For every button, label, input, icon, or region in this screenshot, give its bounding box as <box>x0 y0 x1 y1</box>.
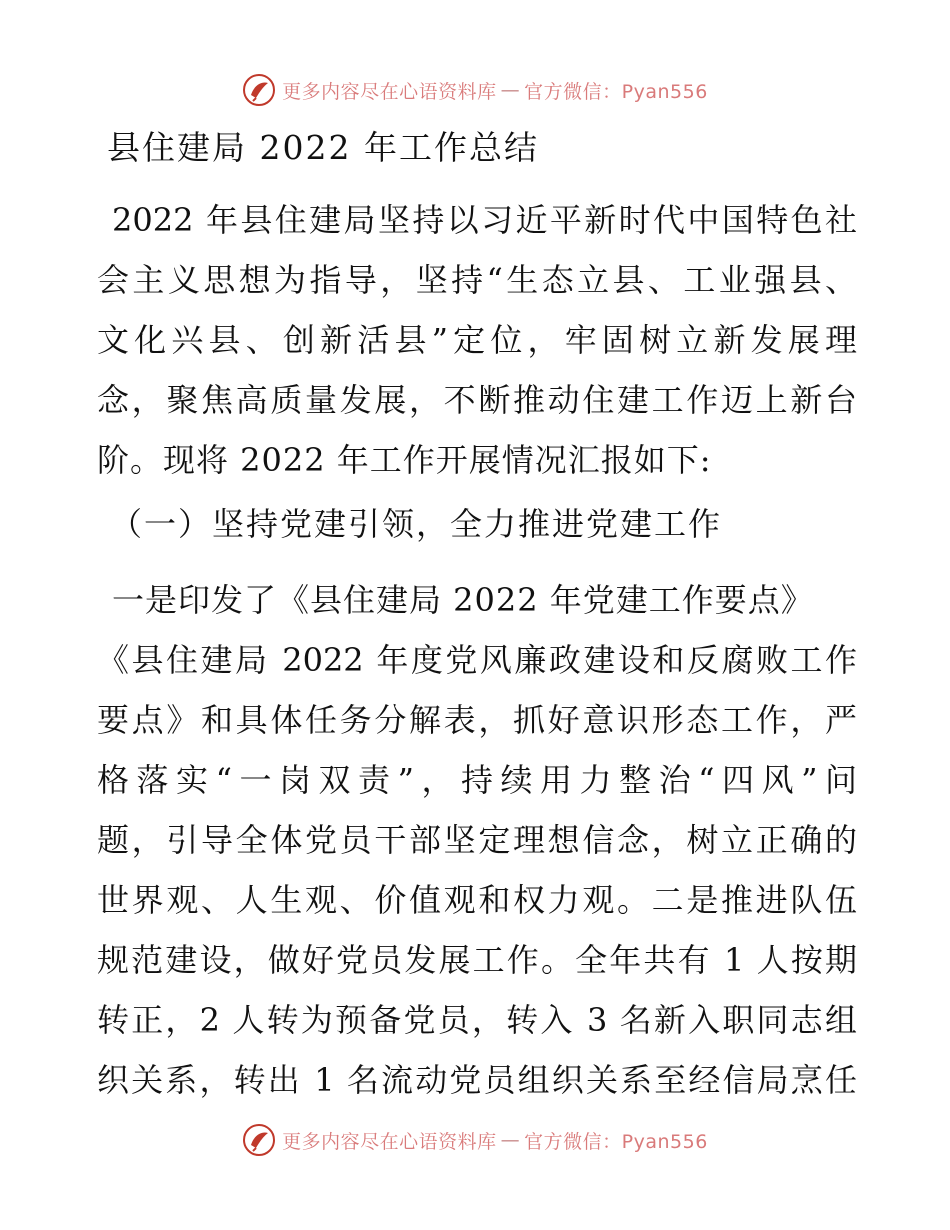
watermark-separator: — <box>500 1129 521 1151</box>
section1-line-6: 世界观、人生观、价值观和权力观。二是推进队伍 <box>97 881 857 919</box>
watermark-text: 更多内容尽在心语资料库 <box>282 1130 497 1153</box>
section1-line-2: 《县住建局 2022 年度党风廉政建设和反腐败工作 <box>97 641 857 679</box>
section1-line-9: 织关系，转出 1 名流动党员组织关系至经信局烹任 <box>97 1061 857 1099</box>
watermark-header <box>0 70 950 110</box>
section1-line-8: 转正，2 人转为预备党员，转入 3 名新入职同志组 <box>97 1001 857 1039</box>
watermark-logo-icon <box>242 1123 276 1157</box>
section-heading-1: （一）坚持党建引领，全力推进党建工作 <box>110 505 723 543</box>
section1-line-5: 题，引导全体党员干部坚定理想信念，树立正确的 <box>97 821 857 859</box>
intro-line-4: 念，聚焦高质量发展，不断推动住建工作迈上新台 <box>97 381 857 419</box>
section1-line-4: 格落实“一岗双责”，持续用力整治“四风”问 <box>97 761 857 799</box>
watermark-footer <box>0 1120 950 1160</box>
section1-line-1: 一是印发了《县住建局 2022 年党建工作要点》 <box>112 581 814 619</box>
watermark-text: 更多内容尽在心语资料库 <box>282 80 497 103</box>
intro-line-1: 2022 年县住建局坚持以习近平新时代中国特色社 <box>112 201 857 239</box>
watermark-contact: 官方微信：Pyan556 <box>524 1130 708 1153</box>
section1-line-7: 规范建设，做好党员发展工作。全年共有 1 人按期 <box>97 941 857 979</box>
watermark-separator: — <box>500 79 521 101</box>
watermark-contact: 官方微信：Pyan556 <box>524 80 708 103</box>
section1-line-3: 要点》和具体任务分解表，抓好意识形态工作，严 <box>97 701 857 739</box>
intro-line-2: 会主义思想为指导，坚持“生态立县、工业强县、 <box>97 261 857 299</box>
watermark-logo-icon <box>242 73 276 107</box>
intro-line-5: 阶。现将 2022 年工作开展情况汇报如下: <box>97 441 712 479</box>
document-title: 县住建局 2022 年工作总结 <box>107 128 539 167</box>
intro-line-3: 文化兴县、创新活县”定位，牢固树立新发展理 <box>97 321 857 359</box>
